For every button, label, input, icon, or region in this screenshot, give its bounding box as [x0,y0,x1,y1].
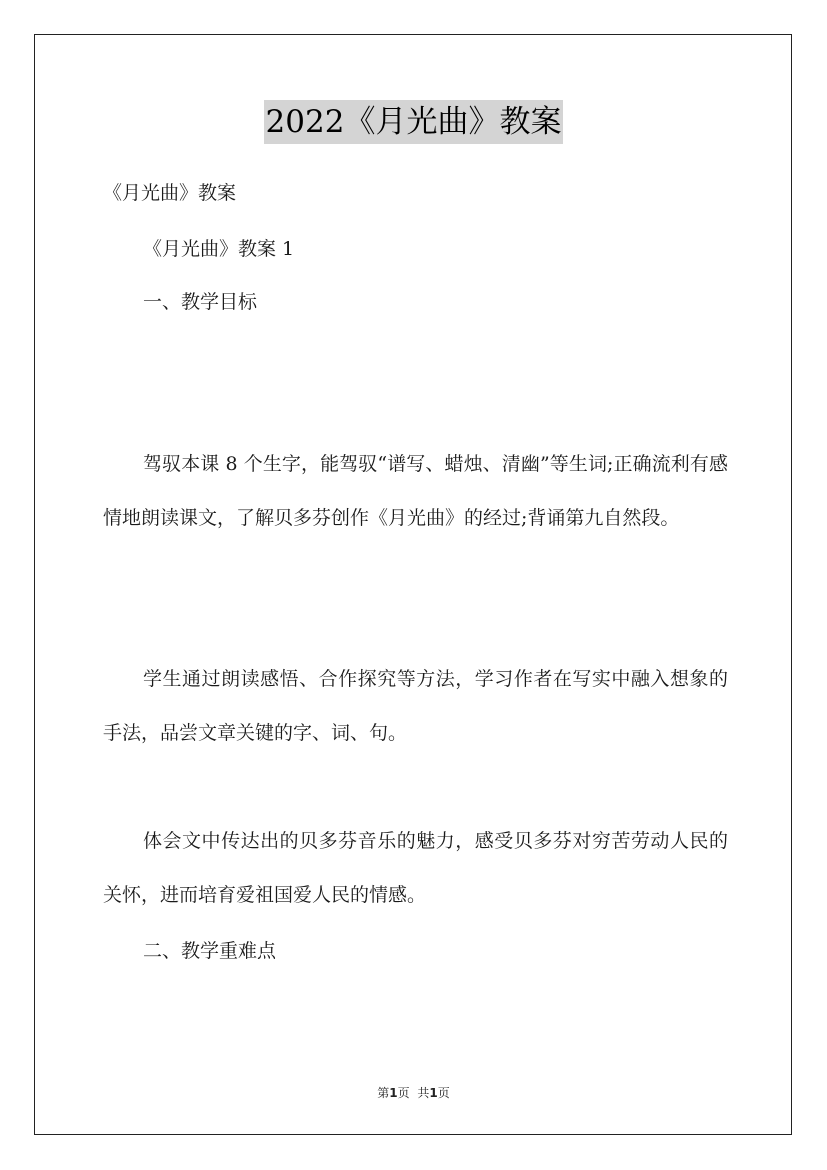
document-title: 2022《月光曲》教案 [264,100,564,144]
footer-total-number: 1 [429,1086,438,1100]
paragraph-goal-knowledge: 驾驭本课 8 个生字，能驾驭“谱写、蜡烛、清幽”等生词;正确流利有感情地朗读课文，了解贝多芬创作《月光曲》的经过;背诵第九自然段。 [103,453,728,529]
paragraph-goal-emotion: 体会文中传达出的贝多芬音乐的魅力，感受贝多芬对穷苦劳动人民的关怀，进而培育爱祖国爱人民的情感。 [103,830,728,906]
page-footer [0,1084,827,1101]
section-heading: 《月光曲》教案 1 [143,238,295,260]
footer-page-suffix: 页 [397,1086,410,1100]
heading-key-difficulties: 二、教学重难点 [143,940,277,962]
heading-teaching-goals: 一、教学目标 [143,291,258,313]
paragraph-goal-method: 学生通过朗读感悟、合作探究等方法，学习作者在写实中融入想象的手法，品尝文章关键的字、词、句。 [103,668,728,744]
title-container [0,100,827,144]
document-subtitle: 《月光曲》教案 [103,182,237,204]
footer-prefix: 第 [377,1086,390,1100]
footer-total-prefix: 共 [417,1086,430,1100]
footer-page-number: 1 [389,1086,398,1100]
footer-total-suffix: 页 [437,1086,450,1100]
